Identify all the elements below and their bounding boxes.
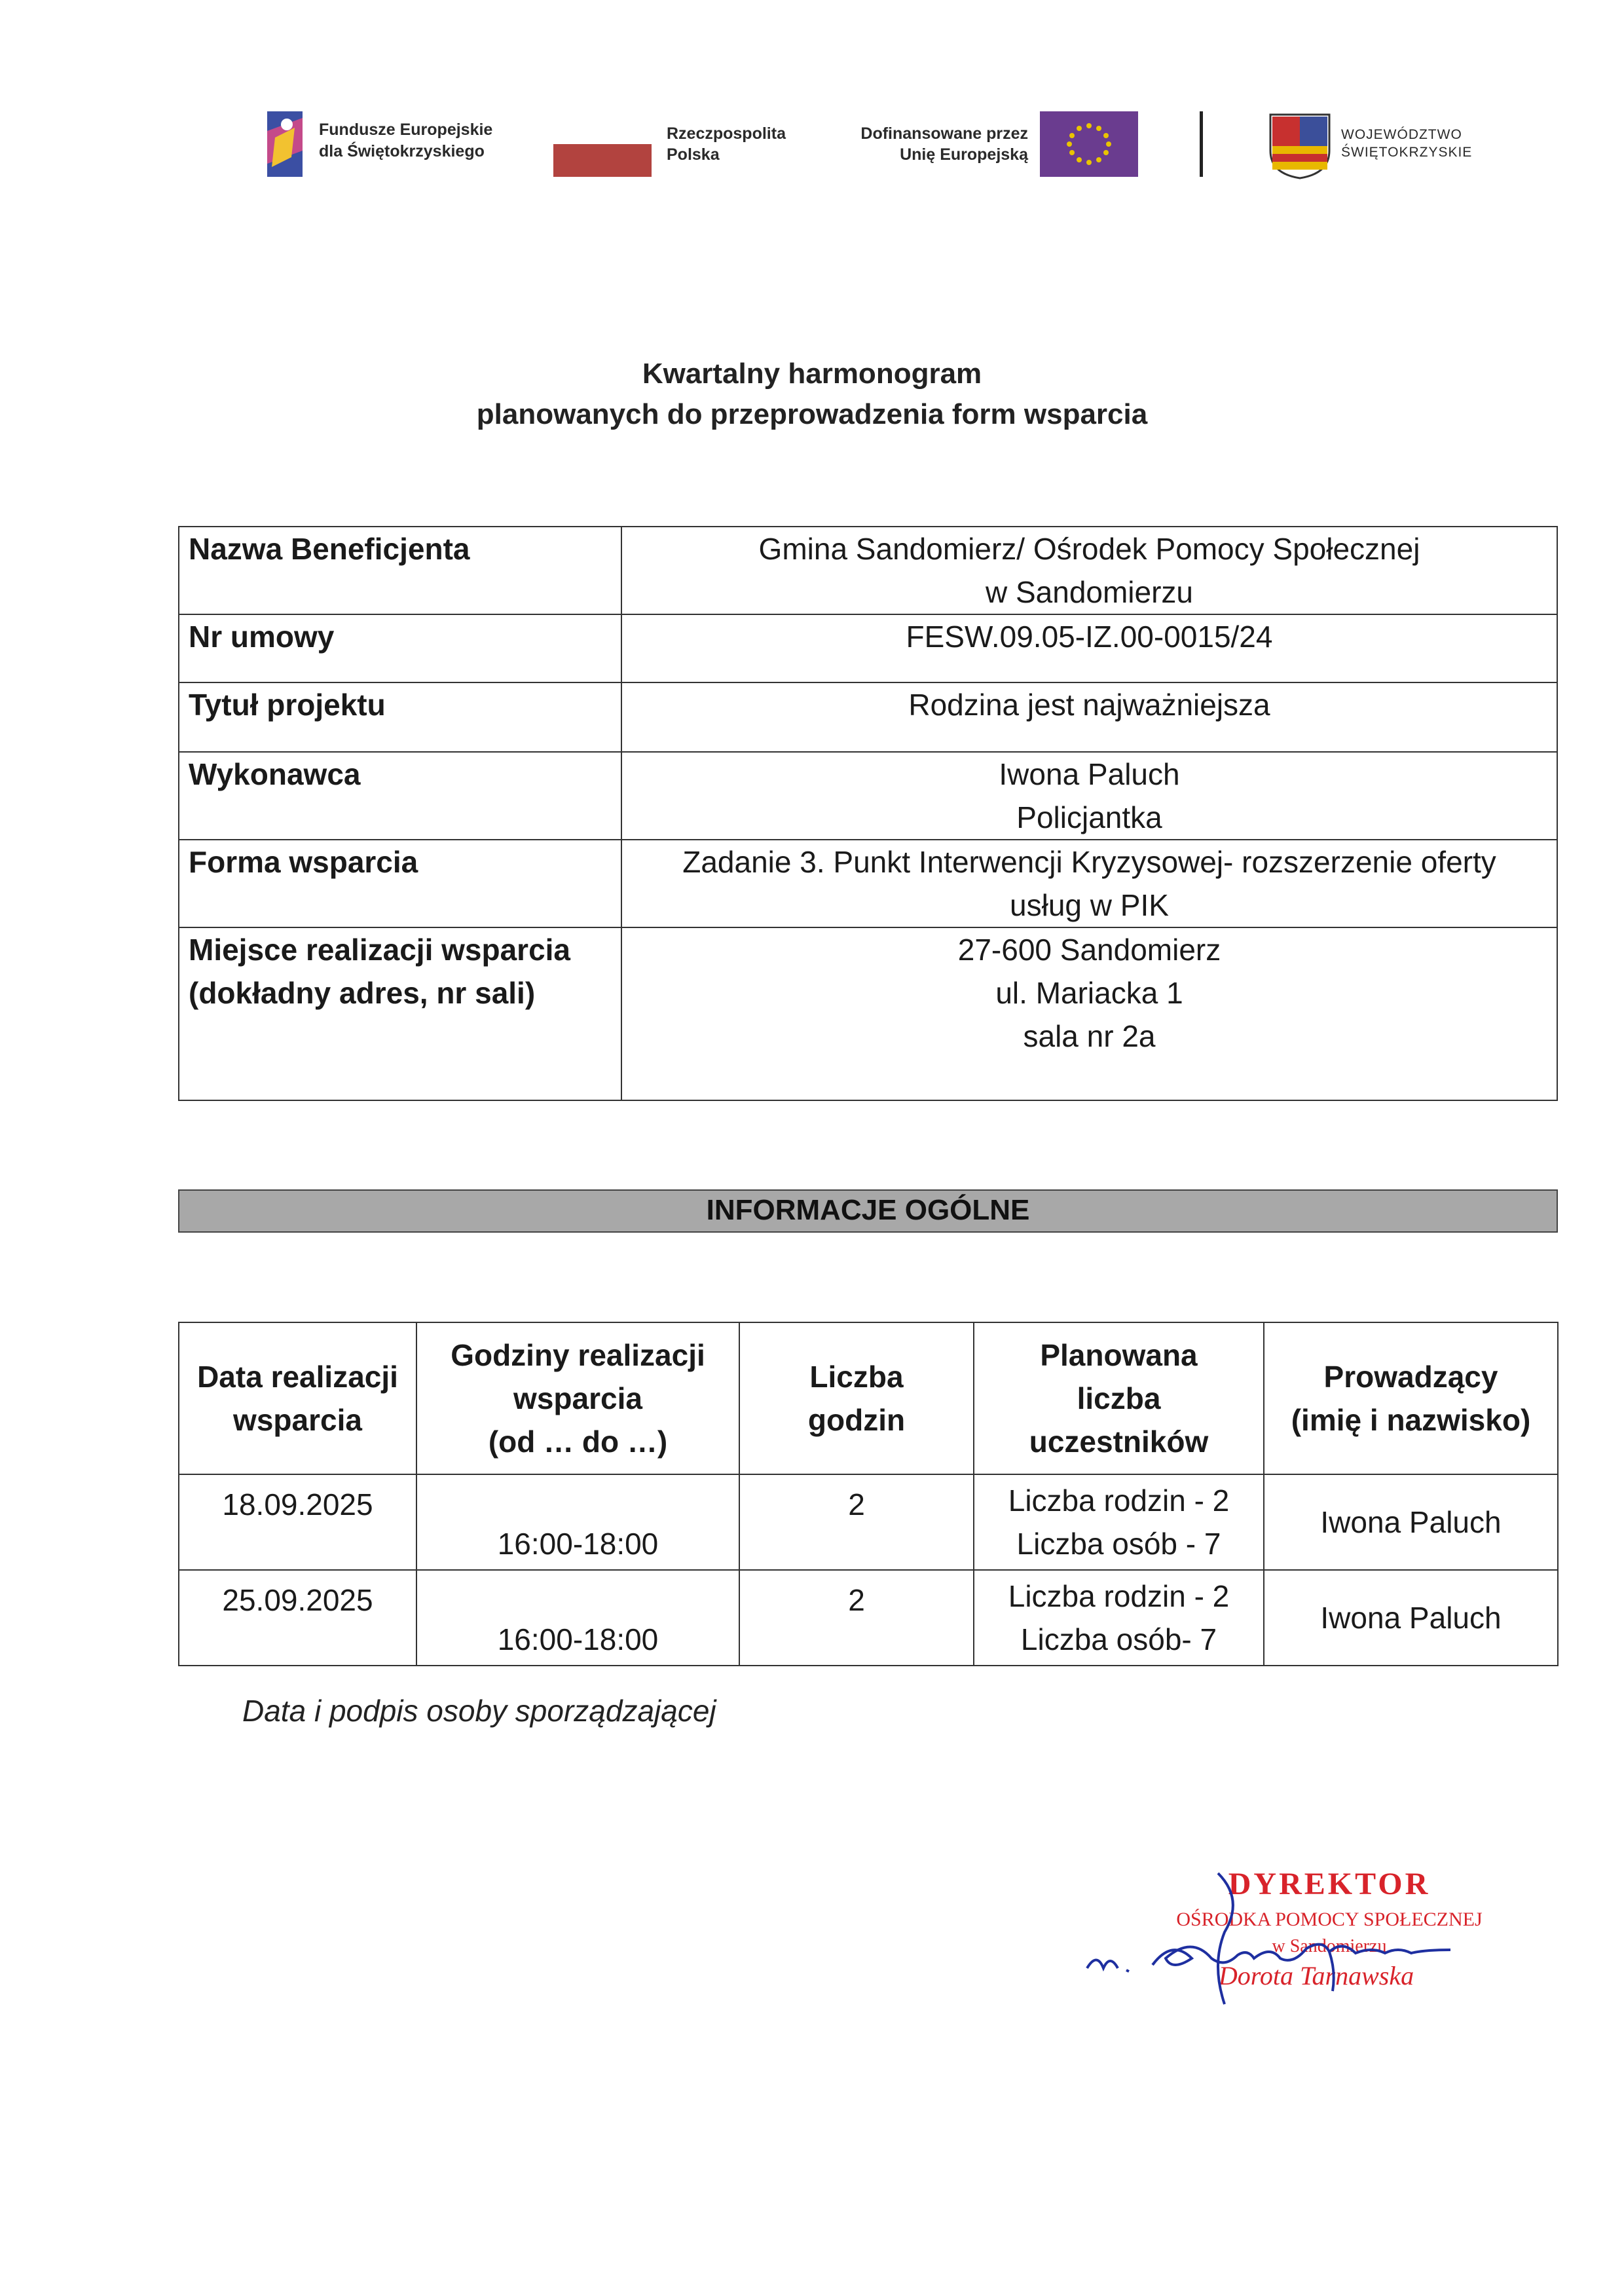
fe-logo xyxy=(262,105,308,183)
schedule-header-row xyxy=(179,1322,1558,1474)
info-value-line: FESW.09.05-IZ.00-0015/24 xyxy=(906,620,1273,654)
info-row xyxy=(179,927,1557,1100)
signature-label: Data i podpis osoby sporządzającej xyxy=(242,1694,716,1728)
pl-line2: Polska xyxy=(667,145,720,164)
cell-date: 18.09.2025 xyxy=(179,1474,416,1570)
info-value-line: ul. Mariacka 1 xyxy=(995,976,1183,1010)
stamp-line4: Dorota Tarnawska xyxy=(1218,1961,1414,1990)
cell-leader: Iwona Paluch xyxy=(1264,1474,1558,1570)
table-row xyxy=(179,1570,1558,1666)
fe-line1: Fundusze Europejskie xyxy=(319,121,493,139)
stamp-line1: DYREKTOR xyxy=(1228,1867,1431,1901)
header-count xyxy=(739,1322,974,1474)
eu-line2: Unię Europejską xyxy=(900,145,1028,164)
info-value-line: 27-600 Sandomierz xyxy=(957,933,1221,967)
eu-text xyxy=(832,123,1028,165)
info-value-line: Gmina Sandomierz/ Ośrodek Pomocy Społecznej xyxy=(758,532,1420,566)
info-key-line: Miejsce realizacji wsparcia xyxy=(189,933,571,967)
header-line: uczestników xyxy=(1029,1425,1209,1459)
cell-leader: Iwona Paluch xyxy=(1264,1570,1558,1666)
info-value xyxy=(621,927,1557,1100)
stamp-line3: w Sandomierzu xyxy=(1272,1936,1387,1956)
info-value-line: Iwona Paluch xyxy=(999,757,1180,791)
info-value-line: Policjantka xyxy=(1016,800,1162,834)
header-leader xyxy=(1264,1322,1558,1474)
info-value-line: usług w PIK xyxy=(1010,888,1169,922)
cell-hours: 16:00-18:00 xyxy=(416,1570,739,1666)
swietokrzyskie-text xyxy=(1341,126,1472,161)
fe-line2: dla Świętokrzyskiego xyxy=(319,142,485,160)
eu-flag xyxy=(1040,111,1138,177)
poland-flag xyxy=(553,111,652,177)
header-line: liczba xyxy=(1077,1381,1161,1415)
poland-text xyxy=(667,123,786,165)
participants-line: Liczba osób- 7 xyxy=(1020,1622,1217,1656)
info-row xyxy=(179,840,1557,927)
info-key: Nr umowy xyxy=(179,614,621,682)
header-line: wsparcia xyxy=(233,1403,362,1437)
section-bar: INFORMACJE OGÓLNE xyxy=(178,1189,1558,1233)
cell-participants xyxy=(974,1474,1264,1570)
info-row xyxy=(179,527,1557,614)
info-value xyxy=(621,682,1557,752)
cell-participants xyxy=(974,1570,1264,1666)
ws-line1: WOJEWÓDZTWO xyxy=(1341,127,1462,142)
info-key: Forma wsparcia xyxy=(179,840,621,927)
info-value xyxy=(621,840,1557,927)
header-line: godzin xyxy=(807,1403,906,1437)
cell-count: 2 xyxy=(739,1474,974,1570)
info-value-line: Zadanie 3. Punkt Interwencji Kryzysowej- rozszerzenie oferty xyxy=(682,845,1496,879)
cell-date: 25.09.2025 xyxy=(179,1570,416,1666)
header-line: Planowana xyxy=(1040,1338,1198,1372)
header-date xyxy=(179,1322,416,1474)
info-value-line: w Sandomierzu xyxy=(985,575,1194,609)
info-key-line: (dokładny adres, nr sali) xyxy=(189,976,536,1010)
title-line1: Kwartalny harmonogram xyxy=(642,358,982,390)
table-row xyxy=(179,1474,1558,1570)
eu-line1: Dofinansowane przez xyxy=(860,124,1028,143)
participants-line: Liczba osób - 7 xyxy=(1016,1527,1221,1561)
info-value xyxy=(621,752,1557,840)
header-hours xyxy=(416,1322,739,1474)
info-key xyxy=(179,927,621,1100)
header-line: Prowadzący xyxy=(1323,1360,1498,1394)
info-row xyxy=(179,682,1557,752)
info-value-line: sala nr 2a xyxy=(1023,1019,1156,1053)
header-line: (imię i nazwisko) xyxy=(1291,1403,1531,1437)
participants-line: Liczba rodzin - 2 xyxy=(1008,1579,1230,1613)
info-key: Wykonawca xyxy=(179,752,621,840)
header-participants xyxy=(974,1322,1264,1474)
info-row xyxy=(179,614,1557,682)
project-info-table xyxy=(178,526,1558,1101)
title-line2: planowanych do przeprowadzenia form wsparcia xyxy=(476,398,1148,430)
participants-line: Liczba rodzin - 2 xyxy=(1008,1483,1230,1518)
info-key: Tytuł projektu xyxy=(179,682,621,752)
info-row xyxy=(179,752,1557,840)
header-line: Liczba xyxy=(809,1360,904,1394)
pl-line1: Rzeczpospolita xyxy=(667,124,786,143)
header-line: Data realizacji xyxy=(197,1360,398,1394)
header-line: Godziny realizacji xyxy=(451,1338,705,1372)
info-value xyxy=(621,527,1557,614)
cell-hours: 16:00-18:00 xyxy=(416,1474,739,1570)
cell-count: 2 xyxy=(739,1570,974,1666)
document-title xyxy=(0,354,1624,435)
header-line: wsparcia xyxy=(513,1381,642,1415)
swietokrzyskie-crest xyxy=(1267,111,1333,180)
director-stamp xyxy=(1080,1860,1539,2011)
schedule-table xyxy=(178,1322,1559,1666)
stamp-line2: OŚRODKA POMOCY SPOŁECZNEJ xyxy=(1176,1909,1483,1930)
info-value xyxy=(621,614,1557,682)
header-logos xyxy=(0,105,1624,183)
ws-line2: ŚWIĘTOKRZYSKIE xyxy=(1341,145,1473,160)
info-key: Nazwa Beneficjenta xyxy=(179,527,621,614)
info-value-line: Rodzina jest najważniejsza xyxy=(908,688,1270,722)
fe-logo-text xyxy=(319,119,492,162)
header-line: (od … do …) xyxy=(488,1425,668,1459)
logo-separator xyxy=(1200,111,1203,177)
